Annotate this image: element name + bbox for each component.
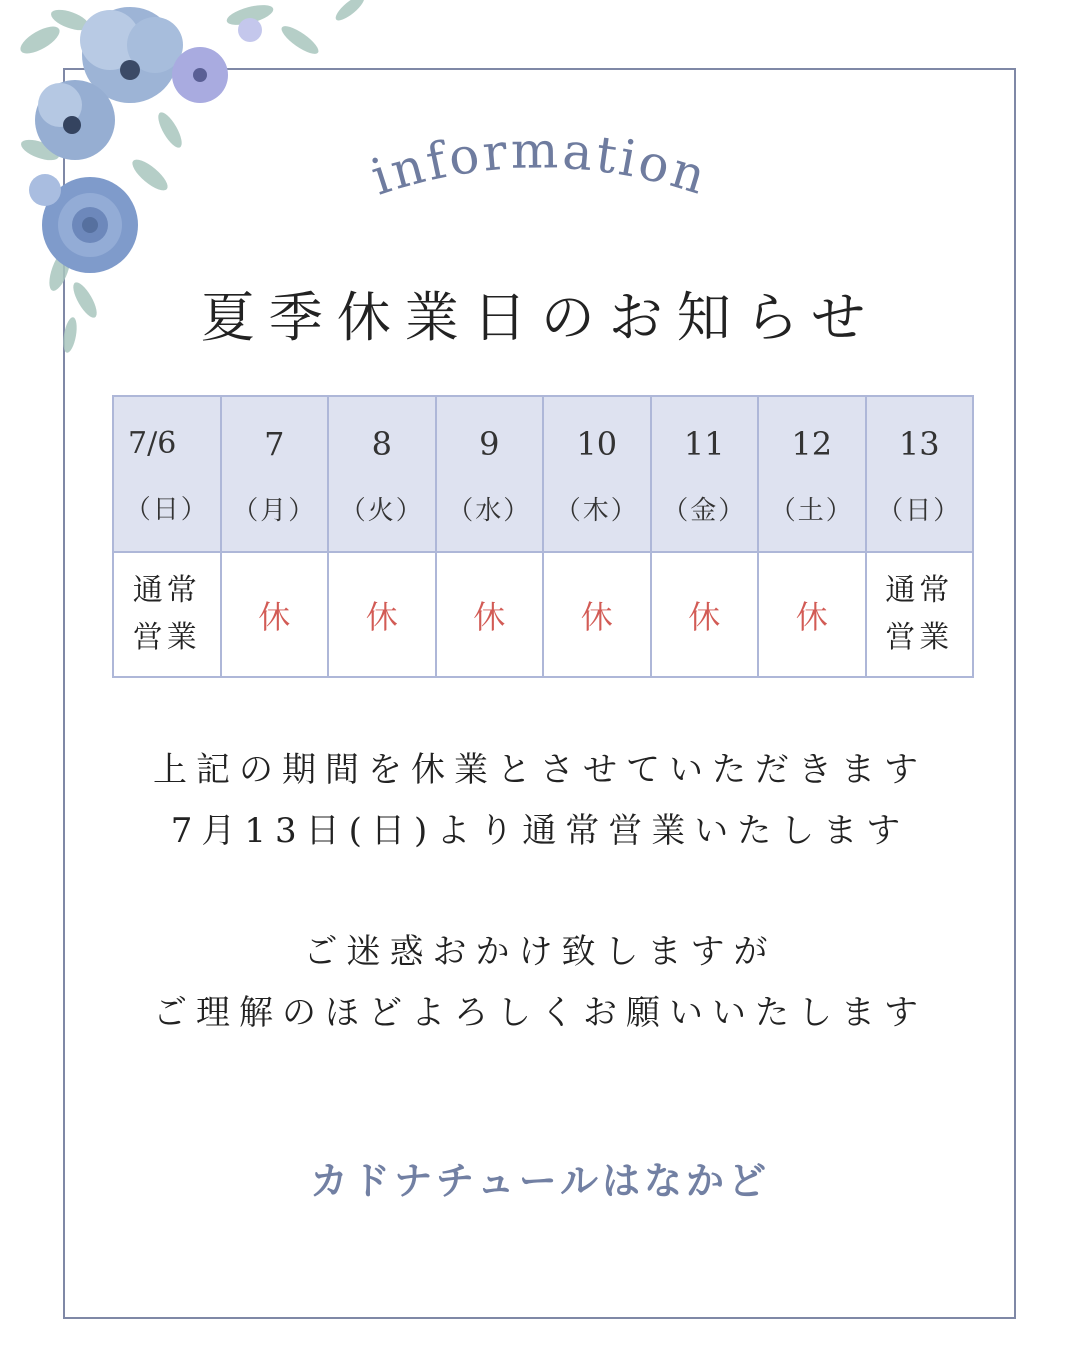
status-cell [866, 552, 974, 677]
date-cell [758, 396, 866, 552]
closed-status: 休 [473, 597, 506, 636]
weekday-label: （金） [662, 495, 747, 526]
closed-status: 休 [580, 597, 613, 636]
weekday-label: （火） [339, 495, 424, 526]
reopen-notice: 7月13日(日)より通常営業いたします [170, 811, 910, 851]
date-number: 12 [791, 424, 833, 463]
date-cell [436, 396, 544, 552]
weekday-label: （木） [554, 495, 639, 526]
date-cell [543, 396, 651, 552]
status-cell [758, 552, 866, 677]
open-status: 通常営業 [885, 573, 954, 655]
status-cell [328, 552, 436, 677]
date-cell [328, 396, 436, 552]
information-text: information [364, 121, 716, 207]
date-number: 8 [371, 424, 392, 463]
weekday-label: （日） [124, 494, 209, 525]
date-cell [866, 396, 974, 552]
understanding-text: ご理解のほどよろしくお願いいたします [153, 993, 927, 1033]
weekday-label: （日） [877, 495, 962, 526]
weekday-label: （水） [447, 495, 532, 526]
date-cell [651, 396, 759, 552]
date-number: 7 [264, 424, 285, 463]
date-number: 11 [683, 424, 725, 463]
open-status: 通常営業 [132, 573, 201, 655]
closure-notice: 上記の期間を休業とさせていただきます [153, 750, 927, 790]
closed-status: 休 [365, 597, 398, 636]
status-cell [651, 552, 759, 677]
information-heading [330, 95, 750, 225]
status-cell [221, 552, 329, 677]
date-row [113, 396, 973, 552]
status-cell [113, 552, 221, 677]
page-title: 夏季休業日のお知らせ [200, 286, 880, 349]
date-number: 13 [898, 424, 940, 463]
weekday-label: （月） [232, 495, 317, 526]
status-cell [543, 552, 651, 677]
date-number: 10 [576, 424, 618, 463]
schedule-table [112, 395, 974, 678]
date-cell [221, 396, 329, 552]
status-row [113, 552, 973, 677]
shop-name: カドナチュールはなかど [309, 1159, 771, 1203]
date-cell [113, 396, 221, 552]
date-number: 9 [479, 424, 500, 463]
status-cell [436, 552, 544, 677]
apology-text: ご迷惑おかけ致しますが [303, 932, 777, 972]
closed-status: 休 [258, 597, 291, 636]
closed-status: 休 [688, 597, 721, 636]
date-number: 7/6 [128, 425, 177, 461]
weekday-label: （土） [769, 495, 854, 526]
closed-status: 休 [795, 597, 828, 636]
